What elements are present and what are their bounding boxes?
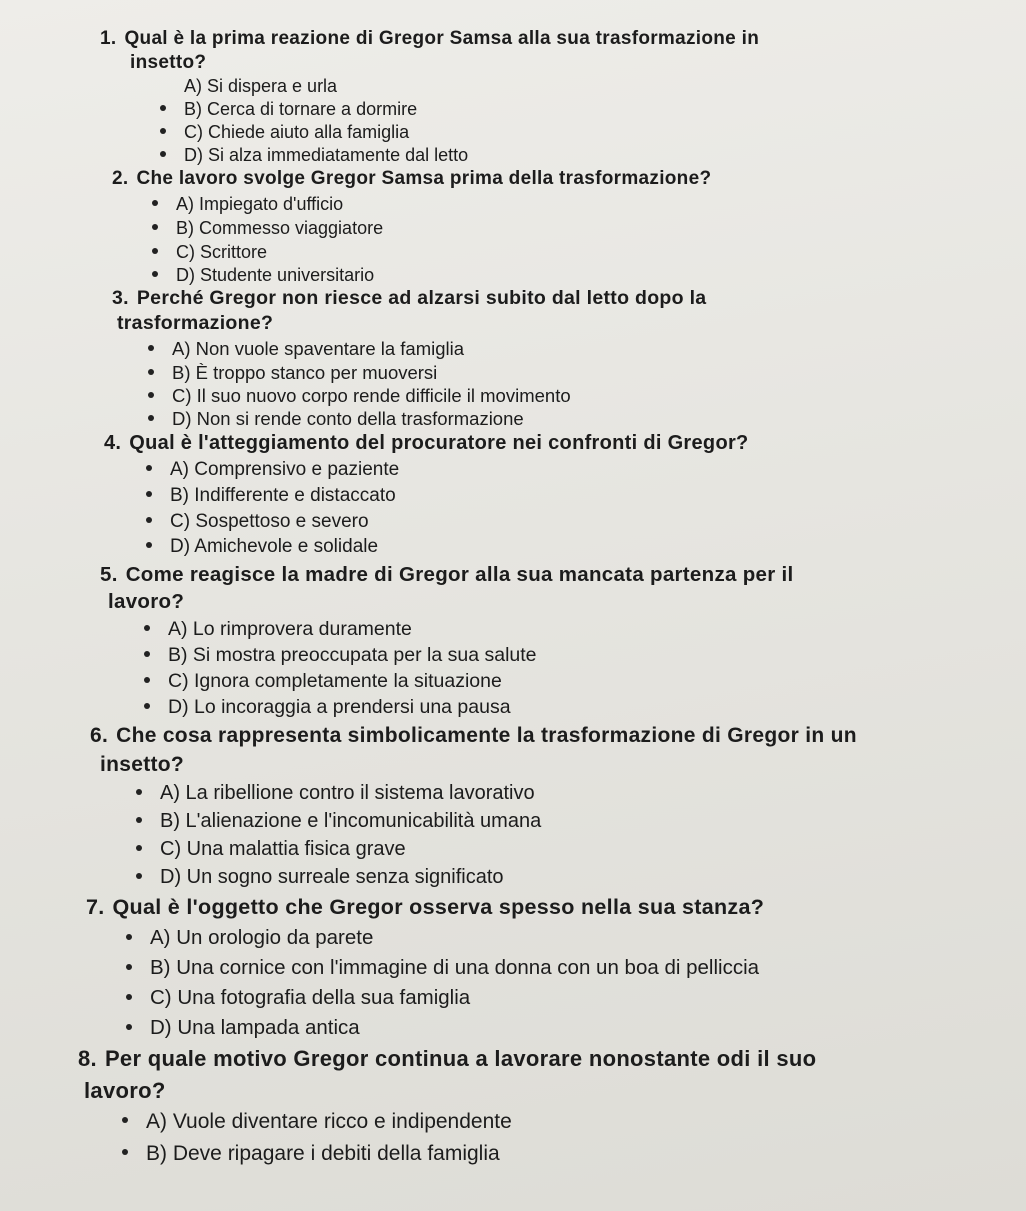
question-5-option-b[interactable]: B) Si mostra preoccupata per la sua salute	[144, 644, 537, 667]
question-number: 6.	[90, 724, 109, 747]
question-3-option-c[interactable]: C) Il suo nuovo corpo rende difficile il movimento	[148, 385, 571, 407]
question-4-option-c[interactable]: C) Sospettoso e severo	[146, 511, 369, 533]
bullet-icon	[146, 542, 152, 548]
question-8-option-a[interactable]: A) Vuole diventare ricco e indipendente	[122, 1110, 512, 1134]
bullet-icon	[160, 128, 166, 134]
bullet-icon	[148, 392, 154, 398]
bullet-icon	[136, 873, 142, 879]
question-5-option-c[interactable]: C) Ignora completamente la situazione	[144, 670, 502, 693]
question-4-title	[104, 432, 749, 455]
question-text: Per quale motivo Gregor continua a lavorare nonostante odi il suo	[104, 1046, 817, 1071]
bullet-icon	[122, 1117, 128, 1123]
question-text: Qual è l'oggetto che Gregor osserva spesso nella sua stanza?	[112, 895, 765, 919]
bullet-icon	[152, 248, 158, 254]
question-6-option-b[interactable]: B) L'alienazione e l'incomunicabilità umana	[136, 810, 541, 833]
question-7-option-a[interactable]: A) Un orologio da parete	[126, 926, 373, 950]
question-2-option-d[interactable]: D) Studente universitario	[152, 265, 374, 286]
bullet-icon	[136, 845, 142, 851]
question-text: Qual è l'atteggiamento del procuratore nei confronti di Gregor?	[129, 432, 749, 454]
question-8-title	[78, 1046, 816, 1072]
question-6-option-d[interactable]: D) Un sogno surreale senza significato	[136, 866, 504, 889]
question-number: 5.	[100, 563, 118, 586]
bullet-icon	[144, 625, 150, 631]
question-1-option-b[interactable]: B) Cerca di tornare a dormire	[160, 99, 417, 120]
question-7-option-b[interactable]: B) Una cornice con l'immagine di una donna con un boa di pelliccia	[126, 956, 759, 980]
question-text: Che lavoro svolge Gregor Samsa prima della trasformazione?	[136, 168, 712, 189]
question-5-title-cont: lavoro?	[108, 590, 185, 613]
bullet-icon	[126, 934, 132, 940]
bullet-icon	[148, 345, 154, 351]
question-1-title	[100, 28, 759, 50]
question-1-option-a[interactable]: A) Si dispera e urla	[184, 76, 338, 96]
question-1-option-d[interactable]: D) Si alza immediatamente dal letto	[160, 145, 468, 166]
bullet-icon	[126, 964, 132, 970]
question-text: Che cosa rappresenta simbolicamente la trasformazione di Gregor in un	[116, 724, 857, 747]
bullet-icon	[146, 465, 152, 471]
question-1-title-cont: insetto?	[130, 52, 207, 73]
question-5-option-a[interactable]: A) Lo rimprovera duramente	[144, 618, 412, 641]
bullet-icon	[144, 651, 150, 657]
question-3-title	[112, 287, 706, 310]
question-7-title	[86, 895, 764, 920]
question-number: 3.	[112, 287, 129, 309]
question-3-option-d[interactable]: D) Non si rende conto della trasformazione	[148, 408, 524, 430]
bullet-icon	[126, 1024, 132, 1030]
bullet-icon	[122, 1149, 128, 1155]
bullet-icon	[152, 224, 158, 230]
question-4-option-b[interactable]: B) Indifferente e distaccato	[146, 485, 396, 507]
question-2-title	[112, 168, 711, 190]
question-3-option-b[interactable]: B) È troppo stanco per muoversi	[148, 362, 437, 384]
question-7-option-c[interactable]: C) Una fotografia della sua famiglia	[126, 986, 470, 1010]
bullet-icon	[160, 105, 166, 111]
bullet-icon	[146, 517, 152, 523]
bullet-icon	[136, 817, 142, 823]
bullet-icon	[144, 677, 150, 683]
bullet-icon	[152, 271, 158, 277]
question-4-option-d[interactable]: D) Amichevole e solidale	[146, 536, 378, 558]
question-number: 8.	[78, 1046, 97, 1071]
bullet-icon	[136, 789, 142, 795]
question-text: Perché Gregor non riesce ad alzarsi subito dal letto dopo la	[136, 287, 707, 309]
question-3-title-cont: trasformazione?	[117, 312, 274, 334]
bullet-icon	[160, 151, 166, 157]
question-6-option-c[interactable]: C) Una malattia fisica grave	[136, 838, 406, 861]
question-4-option-a[interactable]: A) Comprensivo e paziente	[146, 459, 399, 481]
bullet-icon	[148, 415, 154, 421]
question-6-option-a[interactable]: A) La ribellione contro il sistema lavorativo	[136, 782, 535, 805]
question-5-option-d[interactable]: D) Lo incoraggia a prendersi una pausa	[144, 696, 511, 719]
question-number: 2.	[112, 168, 129, 189]
question-6-title-cont: insetto?	[100, 753, 185, 776]
question-text: Come reagisce la madre di Gregor alla sua mancata partenza per il	[125, 563, 794, 586]
question-1-option-c[interactable]: C) Chiede aiuto alla famiglia	[160, 122, 409, 143]
question-3-option-a[interactable]: A) Non vuole spaventare la famiglia	[148, 338, 464, 360]
bullet-icon	[152, 200, 158, 206]
question-number: 1.	[100, 28, 117, 49]
question-8-title-cont: lavoro?	[84, 1078, 166, 1103]
bullet-icon	[126, 994, 132, 1000]
question-number: 4.	[104, 432, 122, 454]
question-text: Qual è la prima reazione di Gregor Samsa alla sua trasformazione in	[124, 28, 760, 49]
question-6-title	[90, 724, 857, 748]
question-7-option-d[interactable]: D) Una lampada antica	[126, 1016, 360, 1040]
question-2-option-c[interactable]: C) Scrittore	[152, 242, 267, 263]
question-number: 7.	[86, 895, 105, 919]
question-2-option-a[interactable]: A) Impiegato d'ufficio	[152, 194, 343, 215]
question-8-option-b[interactable]: B) Deve ripagare i debiti della famiglia	[122, 1142, 500, 1166]
bullet-icon	[148, 369, 154, 375]
question-5-title	[100, 563, 794, 587]
bullet-icon	[146, 491, 152, 497]
question-2-option-b[interactable]: B) Commesso viaggiatore	[152, 218, 383, 239]
bullet-icon	[144, 703, 150, 709]
